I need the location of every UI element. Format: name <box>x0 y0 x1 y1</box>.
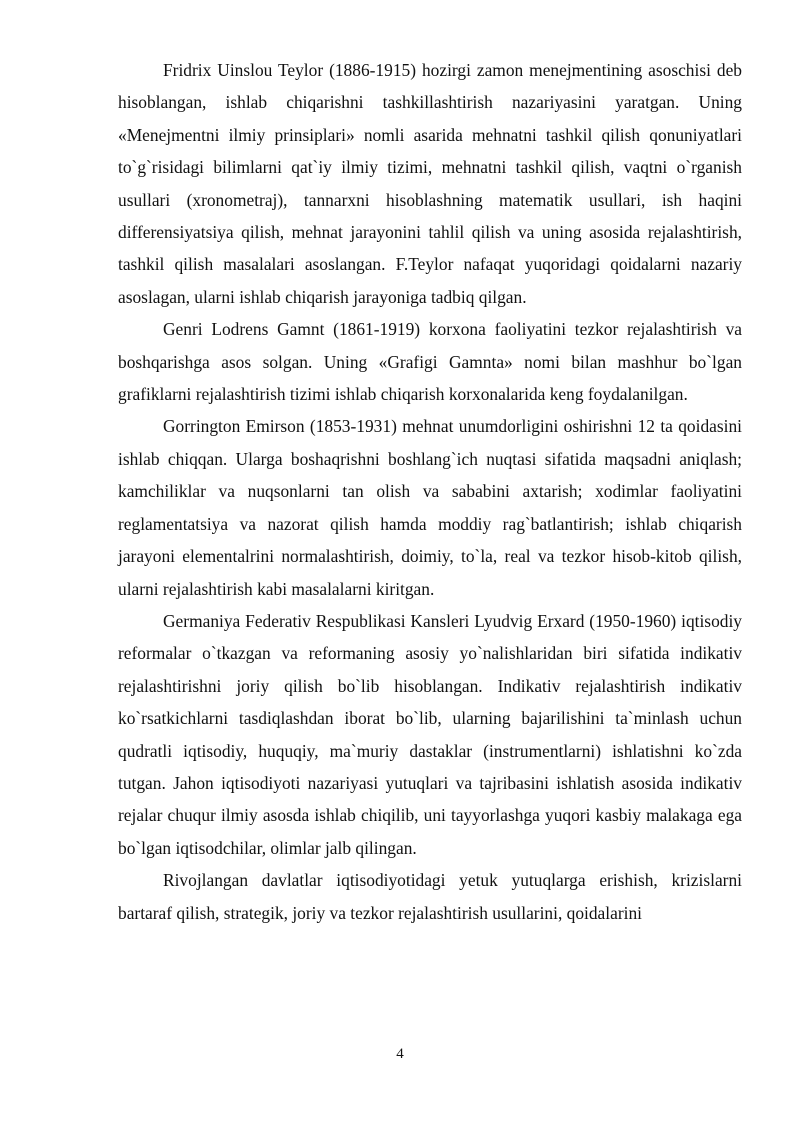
page-number: 4 <box>396 1046 404 1062</box>
paragraph-erhard: Germaniya Federativ Respublikasi Kansleri Lyudvig Erxard (1950-1960) iqtisodiy reformalar o`tkazgan va reformaning asosiy yo`nalishlaridan biri sifatida indikativ rejalashtirishni joriy qilish bo`lib hisoblangan. Indikativ rejalashtirish indikativ ko`rsatkichlarni tasdiqlashdan iborat bo`lib, ularning bajarilishini ta`minlash uchun qudratli iqtisodiy, huquqiy, ma`muriy dastaklar (instrumentlarni) ishlatishni ko`zda tutgan. Jahon iqtisodiyoti nazariyasi yutuqlari va tajribasini ishlatish asosida indikativ rejalar chuqur ilmiy asosda ishlab chiqilib, uni tayyorlashga yuqori kasbiy malakaga ega bo`lgan iqtisodchilar, olimlar jalb qilingan. <box>118 610 742 858</box>
paragraph-developed-countries: Rivojlangan davlatlar iqtisodiyotidagi yetuk yutuqlarga erishish, krizislarni bartaraf qilish, strategik, joriy va tezkor rejalashtirish usullarini, qoidalarini <box>118 870 742 923</box>
paragraph-teylor: Fridrix Uinslou Teylor (1886-1915) hozirgi zamon menejmentining asoschisi deb hisoblangan, ishlab chiqarishni tashkillashtirish nazariyasini yaratgan. Uning «Menejmentni ilmiy prinsiplari» nomli asarida mehnatni tashkil qilish qonuniyatlari to`g`risidagi bilimlarni qat`iy ilmiy tizimi, mehnatni tashkil qilish, vaqtni o`rganish usullari (xronometraj), tannarxni hisoblashning matematik usullari, ish haqini differensiyatsiya qilish, mehnat jarayonini tahlil qilish va uning asosida rejalashtirish, tashkil qilish masalalari asoslangan. F.Teylor nafaqat yuqoridagi qoidalarni nazariy asoslagan, ularni ishlab chiqarish jarayoniga tadbiq qilgan. <box>118 60 742 307</box>
paragraph-emerson: Gorrington Emirson (1853-1931) mehnat unumdorligini oshirishni 12 ta qoidasini ishlab chiqqan. Ularga boshaqrishni boshlang`ich nuqtasi sifatida maqsadni aniqlash; kamchiliklar va nuqsonlarni tan olish va sababini axtarish; xodimlar faoliyatini reglamentatsiya va nazorat qilish hamda moddiy rag`batlantirish; ishlab chiqarish jarayoni elementalrini normalashtirish, doimiy, to`la, real va tezkor hisob-kitob qilish, ularni rejalashtirish kabi masalalarni kiritgan. <box>118 416 742 599</box>
document-page <box>118 54 742 929</box>
paragraph-gantt: Genri Lodrens Gamnt (1861-1919) korxona faoliyatini tezkor rejalashtirish va boshqarishga asos solgan. Uning «Grafigi Gamnta» nomi bilan mashhur bo`lgan grafiklarni rejalashtirish tizimi ishlab chiqarish korxonalarida keng foydalanilgan. <box>118 319 742 405</box>
